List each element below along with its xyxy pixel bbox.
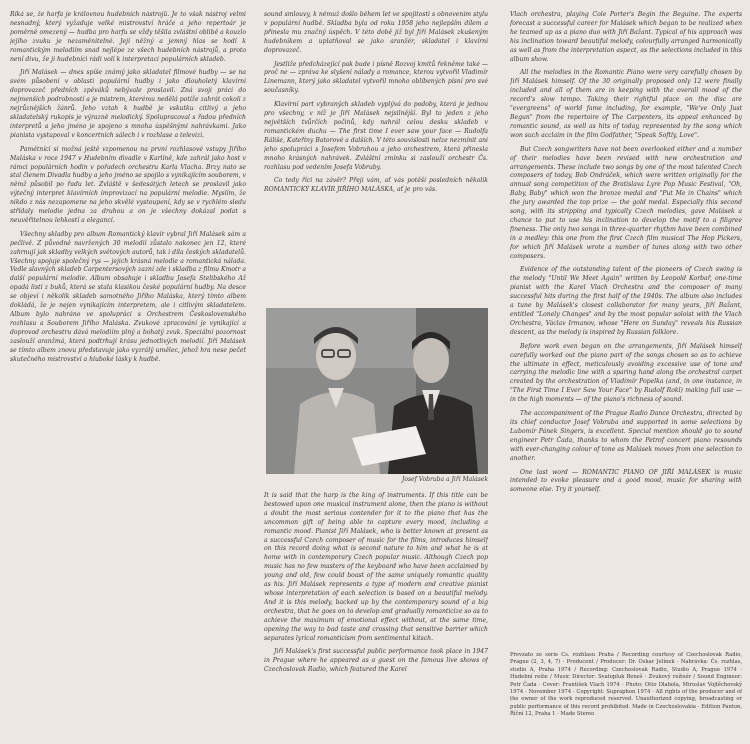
paragraph: Jiří Malásek — dnes spíše známý jako skladatel filmové hudby — se na svém působení v oblasti populární hudby i jako dlouholetý klavírní doprovazeč předních zpěváků nebývale proslavil. Zná svoji práci do nejmenších podrobností a je mistrem, kterému nedělá potíže zahrát cokoli z nejrůznějších žánrů. Jeho vztah k hudbě je vskutku citlivý a jeho skladatelský rukopis je výrazně melodický. Spolupracoval s řadou předních interpretů a jeho jméno je spojeno s mnoha úspěšnými nahrávkami. Jako pianista vystupoval v koncertních sálech i v rozhlase a televizi.	[10, 69, 246, 139]
czech-text-column-middle	[264, 11, 488, 303]
english-text-column-middle	[264, 492, 488, 737]
paragraph: Co tedy říci na závěr? Přeji vám, ať vás potěší posledních několik ROMANTICKÝ KLAVÍR JIŘÍHO MALÁSKA, ať je pro vás.	[264, 177, 488, 194]
paragraph: It is said that the harp is the king of instruments. If this title can be bestowed upon one musical instrument alone, then the piano is without a doubt the most serious contender for it to the piano that has the uncommon gift of being able to capture every mood, including a romantic mood. Pianist Jiří Malásek, who is better known at present as a successful Czech composer of music for the films, introduces himself on this record doing what is second nature to him and what he is at home with in contemporary Czech popular music. Although Czech pop music has no few masters of the keyboard who have been acclaimed by young and old, few could boast of the same uniquely romantic quality as his. Jiří Malásek represents a type of modern and creative pianist whose interpretation of each selection is based on a beautiful melody. And it is this melody, backed up by the contemporary sound of a big orchestra, that he goes on to develop and gradually romanticize so as to achieve the maximum of emotional effect without, at the same time, opening the way to bad taste and crossing that sensitive barrier which separates lyrical romanticism from sentimental kitsch.	[264, 492, 488, 642]
paragraph: Before work even began on the arrangements, Jiří Malásek himself carefully worked out the piano part of the songs chosen so as to achieve the ultimate in effect, meticulously avoiding excessive use of tone and carrying the melodic line with a sparing hand along the orchestral carpet created by the orchestration of Vladimír Popelka (and, in one instance, in "The First Time I Ever Saw Your Face" by Rudolf Rokl) making full use — in the high moments — of the piano's richness of sound.	[510, 342, 742, 404]
paragraph: Klavírní part vybraných skladeb vyplývá do podoby, která je jednou pro všechny, v níž je Jiří Malásek nejsilnější. Byl to jeden z jeho největších tvůrčích počinů, kdy nahrál celou desku skladeb v romantickém duchu — The first time I ever saw your face — Rudolfa Ráliše, Kateřiny Batorové a dalších. V této souvislosti nelze nezmínit ani jeho spolupráci s Josefem Vobruhou a jeho orchestrem, která přinesla mnoho krásných nahrávek. Zvláštní zmínku si zaslouží orchestr Čs. rozhlasu pod vedením Josefa Vobruby.	[264, 101, 488, 171]
paragraph: Říká se, že harfa je královnou hudebních nástrojů. Je to však nástroj velmi nesnadný, který vyžaduje velké mistrovství hráče a jeho repertoár je poměrně omezený — hudba pro harfu se vždy těšila zvláštní oblibě a kouzlo jejího zvuku je nezaměnitelné. Její něžný a jemný hlas se hodí k romantickým melodiím snad nejlépe ze všech hudebních nástrojů, a proto není divu, že ji hudebníci rádi volí k interpretaci populárních skladeb.	[10, 11, 246, 63]
czech-text-column-left	[10, 11, 246, 733]
photo-vobruba-malasek	[266, 308, 488, 474]
paragraph: Jiří Malásek's first successful public performance took place in 1947 in Prague where he appeared as a guest on the famous live shows of Czechoslovak Radio, which featured the Karel	[264, 648, 488, 674]
english-text-column-right	[510, 11, 742, 611]
photo-image	[266, 308, 488, 474]
paragraph: The accompaniment of the Prague Radio Dance Orchestra, directed by its chief conductor Josef Vobruba and supported in some selections by Lubomír Pánek Singers, is excellent. Special mention should go to sound engineer Petr Čada, thanks to whom the Petrof concert piano resounds with ever-changing colour of tone as Malásek moves from one selection to another.	[510, 410, 742, 462]
paragraph: Všechny skladby pro album Romantický klavír vybral Jiří Malásek sám a pečlivě. Z původně navržených 30 melodií zůstalo nakonec jen 12, které zahrnují jak skladby velkých světových autorů, tak i díla českých skladatelů. Všechny spojuje společný rys — jejich krásná melodie a romantická nálada. Vedle slavných skladeb Carpentersových zazní zde i skladba z filmu Kmotr a další populární melodie. Album obsahuje i skladbu Josefa Stelibského Až opadá listí z buků, která se stala klasikou české populární hudby. Na desce se objeví i několik skladeb samotného Jiřího Maláska, který tímto albem dokládá, že je nejen vynikajícím interpretem, ale i citlivým skladatelem. Album bylo nahráno ve spolupráci s Orchestrem Československého rozhlasu a Souborem Jiřího Maláska. Zvukové zpracování je vynikající a doprovod orchestru dává melodiím plný a bohatý zvuk. Speciální pozornost zaslouží aranžmá, která podtrhují krásu jednotlivých melodií. Jiří Malásek se tímto albem znovu představuje jako vyzrálý umělec, jehož hra nese pečeť skutečného mistrovství a hluboké lásky k hudbě.	[10, 230, 246, 363]
paragraph: Pamětníci si možná ještě vzpomenou na první rozhlasové vstupy Jiřího Maláska v roce 1947 v Hudebním divadle v Karlíně, kde zahrál jako host v rámci populárních hodin v pořadech orchestru Karla Vlacha. Brzy nato se stal členem Divadla hudby a jeho jméno se spojilo s vynikajícím souborem, v němž působil po řadu let. Zvláště v šedesátých letech se proslavil jako výtečný interpret klavírních improvizací na populární melodie. Myslím, že nikdo z nás nezapomene na jeho skvělé vystoupení, kdy se v rychlém sledu střídaly melodie jedna za druhou a on je všechny dokázal podat s neuvěřitelnou lehkostí a elegancí.	[10, 145, 246, 224]
paragraph: Vlach orchestra, playing Cole Porter's Begin the Beguine. The experts forecast a successful career for Malásek which began to be realized when he teamed up as a piano duo with Jiří Bažant. Typical of his approach was his inclination toward beautiful melody, colourfully arranged harmonically as well as from the interpretation aspect, as the selections included in this album show.	[510, 11, 742, 63]
paragraph: Jestliže předcházející pak bude i písně Rozvoj kmitů řekněme také — proč ne — zpráva ke slyšení nálady a romance, kterou vytvořil Vladimír Linemann, který jako skladatel vytvořil mnoho oblíbených písní pro své současníky.	[264, 60, 488, 95]
paragraph: But Czech songwriters have not been overlooked either and a number of their melodies have been revised with new orchestration and arrangements. These include two songs by one of the most talented Czech composers of today, Bob Ondráček, which were written originally for the annual song competition of the Bratislava Lyre Pop Music Festival, "Oh, Baby, Baby" which won the bronze medal and "Put Me in Chains" which the jury awarded the top prize — the gold medal. Especially this second song, with its stripping and typically Czech melodies, gave Malásek a chance to put to use his inclination to develop the motif to a filigree fineness. The only two songs in three-quarter rhythm have been combined in a medley: this one from the first Czech film musical The Hop Pickers, for which Jiří Malásek wrote a number of tunes along with two other composers.	[510, 145, 742, 260]
photo-caption: Josef Vobruba a Jiří Malásek	[401, 476, 488, 483]
paragraph: Evidence of the outstanding talent of the pioneers of Czech swing is the melody "Until We Meet Again" written by Leopold Korbař, one-time pianist with the Karel Vlach Orchestra and the composer of many successful hits during the first half of the 1940s. The album also includes a tune by Malásek's closest collaborator for many years, Jiří Bažant, entitled "Lonely Changes" and by the most popular soloist with the Vlach Orchestra, Václav Irmanov, whose "Here on Sunday" reveals his Russian descent, as the melody is inspired by Russian folklore.	[510, 266, 742, 336]
paragraph: sound smlouvy, k němuž došlo během let ve spojitosti s obnovením stylu v populární hudbě. Skladba byla od roku 1958 jeho nejlepším dílem a přinesla mu značný úspěch. V této době již byl Jiří Malásek zkušeným hudebníkem a uplatňoval se jako aranžér, skladatel i klavírní doprovazeč.	[264, 11, 488, 54]
paragraph: One last word — ROMANTIC PIANO OF JIŘÍ MALÁSEK is music intended to evoke pleasure and a good mood, music for sharing with someone else. Try it yourself.	[510, 468, 742, 494]
paragraph: All the melodies in the Romantic Piano were very carefully chosen by Jiří Malásek himself. Of the 30 originally proposed only 12 were finally included and all of them are in keeping with the overall mood of the record's slow tempo. Taking their rightful place on the disc are "evergreens" of world fame including, for example, "We've Only Just Begun" from the repertoire of The Carpenters, its appeal enhanced by romantic sound, as well as hits of today, represented by the song which won such acclaim in the film Godfather, "Speak Softly, Love".	[510, 69, 742, 139]
recording-credits: Převzato ze série Čs. rozhlasu Praha / Recording courtesy of Czechoslovak Radio, Prague (2, 3, 4, 7) · Producent / Producer: Dr. Oskar Jelínek · Nahrávka: Čs. rozhlas, studio A, Praha 1974 / Recording: Czechoslovak Radio, Studio A, Prague 1974 · Hudební režie / Music Director: Svatopluk Beneš · Zvukový režisér / Sound Engineer: Petr Čada · Cover: František Vlach 1974 · Photo: Otto Dlabola, Miroslav Vojtěchovský 1974 · November 1974 · Copyright: Supraphon 1974 · All rights of the producer and of the owner of the work reproduced reserved. Unauthorized copying, broadcasting or public performance of this record prohibited. Made in Czechoslovakia · Edition Panton, Říční 12, Praha 1 · Made Stereo	[510, 652, 742, 718]
